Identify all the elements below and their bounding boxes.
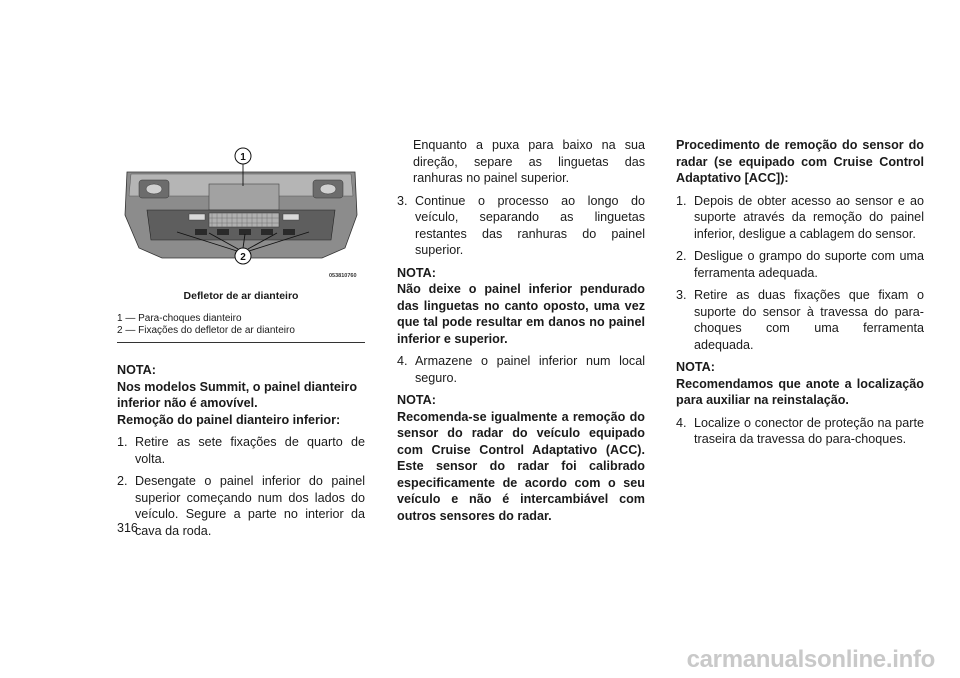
note-label: NOTA: — [397, 265, 436, 280]
step-text: Retire as sete fixações de quarto de volta. — [135, 435, 365, 466]
step-number: 2. — [117, 474, 128, 488]
section-heading: Procedimento de remoção do sensor do radar (se equipado com Cruise Control Adaptativo [ACC]): — [676, 138, 924, 185]
legend-item-1: 1 — Para-choques dianteiro — [117, 313, 242, 324]
watermark: carmanualsonline.info — [686, 646, 935, 673]
note-text: Recomenda-se igualmente a remoção do sensor do radar do veículo equipado com Cruise Control Adaptativo (ACC). Este sensor do radar foi calibrado especificamente de acordo com o seu veículo e não é intercambiável com outros sensores do radar. — [397, 409, 645, 523]
step-1 — [117, 434, 365, 467]
step-2-continued: Enquanto a puxa para baixo na sua direção, separe as linguetas das ranhuras no painel superior. — [413, 138, 645, 185]
step-3 — [397, 193, 645, 259]
callout-2: 2 — [240, 252, 246, 263]
bumper-figure — [117, 140, 365, 336]
figure-legend — [117, 313, 295, 337]
step-2 — [676, 248, 924, 281]
column-2 — [397, 137, 645, 524]
step-number: 1. — [676, 193, 687, 208]
step-3 — [676, 287, 924, 353]
note-label: NOTA: — [117, 363, 156, 377]
step-text: Depois de obter acesso ao sensor e ao suporte através da remoção do painel inferior, desligue a cablagem do sensor. — [694, 193, 924, 241]
figure-code: 053810760 — [329, 273, 357, 279]
note-text: Não deixe o painel inferior pendurado das linguetas no canto oposto, uma vez que tal pode resultar em danos no painel inferior e superior. — [397, 282, 645, 346]
figure-title: Defletor de ar dianteiro — [183, 290, 299, 302]
legend-divider — [117, 342, 365, 343]
step-2 — [117, 473, 365, 539]
callout-1: 1 — [240, 152, 246, 163]
step-text: Desengate o painel inferior do painel superior começando num dos lados do veículo. Segure a parte no interior da cava da roda. — [135, 474, 365, 538]
step-number: 4. — [397, 354, 408, 368]
note-label: NOTA: — [397, 393, 436, 407]
step-text: Continue o processo ao longo do veículo, separando as linguetas restantes das ranhuras do painel superior. — [415, 193, 645, 257]
step-4 — [397, 353, 645, 386]
step-text: Armazene o painel inferior num local seguro. — [415, 354, 645, 385]
step-4 — [676, 415, 924, 448]
note-text: Recomendamos que anote a localização para auxiliar na reinstalação. — [676, 376, 924, 407]
legend-item-2: 2 — Fixações do defletor de ar dianteiro — [117, 325, 295, 336]
step-number: 3. — [676, 288, 687, 302]
page-number: 316 — [117, 521, 138, 535]
step-number: 4. — [676, 415, 687, 430]
column-3 — [676, 137, 924, 448]
step-number: 3. — [397, 193, 408, 208]
step-text: Localize o conector de proteção na parte traseira da travessa do para-choques. — [694, 415, 924, 446]
note-text: Nos modelos Summit, o painel dianteiro inferior não é amovível. — [117, 379, 358, 410]
step-text: Retire as duas fixações que fixam o suporte do sensor à travessa do para-choques com uma ferramenta adequada. — [694, 288, 924, 352]
section-heading: Remoção do painel dianteiro inferior: — [117, 412, 341, 427]
note-label: NOTA: — [676, 360, 715, 374]
step-text: Desligue o grampo do suporte com uma ferramenta adequada. — [694, 249, 924, 280]
step-number: 2. — [676, 249, 687, 263]
step-1 — [676, 193, 924, 243]
step-number: 1. — [117, 435, 128, 449]
front-bumper-illustration — [117, 140, 365, 280]
column-1 — [117, 362, 365, 539]
